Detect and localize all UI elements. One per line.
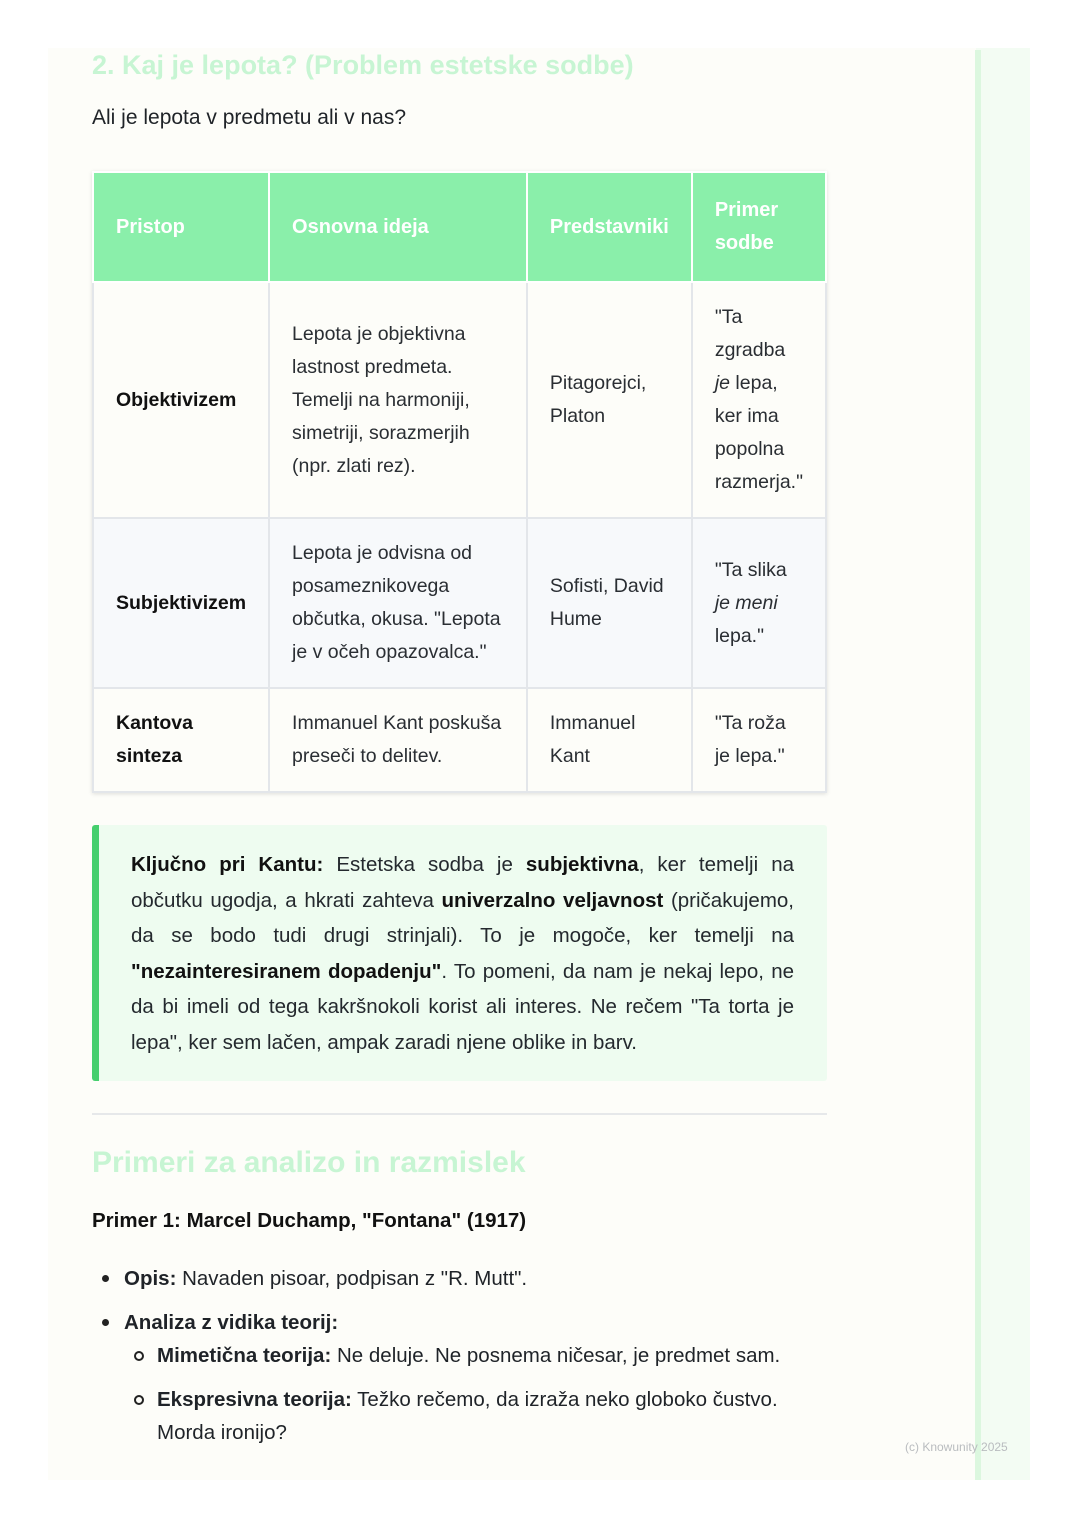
list-item: Analiza z vidika teorij: Mimetična teorija: Ne deluje. Ne posnema ničesar, je predmet sam. Ekspresivna teorija: Težko rečemo, da izraža neko globoko čustvo. Morda ironijo? [92, 1306, 832, 1449]
analysis-sublist [124, 1339, 832, 1449]
section-intro: Ali je lepota v predmetu ali v nas? [92, 106, 407, 129]
cell-approach: Subjektivizem [93, 518, 269, 688]
cell-example: "Ta zgradba je lepa, ker ima popolna razmerja." [692, 282, 826, 518]
divider [92, 1113, 827, 1115]
cell-example: "Ta slika je meni lepa." [692, 518, 826, 688]
table-row [93, 688, 826, 792]
cell-representatives: Immanuel Kant [527, 688, 692, 792]
cell-representatives: Sofisti, David Hume [527, 518, 692, 688]
comparison-table [92, 171, 827, 793]
cell-representatives: Pitagorejci, Platon [527, 282, 692, 518]
header-approach: Pristop [93, 172, 269, 282]
kant-callout: Ključno pri Kantu: Estetska sodba je subjektivna, ker temelji na občutku ugodja, a hkrati zahteva univerzalno veljavnost (pričakujemo, da se bodo tudi drugi strinjali). To je mogoče, ker temelji na "nezainteresiranem dopadenju". To pomeni, da nam je nekaj lepo, ne da bi imeli od tega kakršnokoli korist ali interes. Ne rečem "Ta torta je lepa", ker sem lačen, ampak zaradi njene oblike in barv. [92, 825, 827, 1081]
cell-example: "Ta roža je lepa." [692, 688, 826, 792]
copyright-footer: (c) Knowunity 2025 [905, 1440, 1008, 1454]
header-representatives: Predstavniki [527, 172, 692, 282]
header-idea: Osnovna ideja [269, 172, 527, 282]
cell-approach: Kantova sinteza [93, 688, 269, 792]
table-row [93, 518, 826, 688]
example-1-title: Primer 1: Marcel Duchamp, "Fontana" (1917) [92, 1209, 527, 1232]
table-header-row [93, 172, 826, 282]
example-1-list [92, 1262, 832, 1460]
cell-idea: Lepota je objektivna lastnost predmeta. Temelji na harmoniji, simetriji, sorazmerjih (npr. zlati rez). [269, 282, 527, 518]
list-item: Ekspresivna teorija: Težko rečemo, da izraža neko globoko čustvo. Morda ironijo? [124, 1383, 832, 1449]
header-example: Primer sodbe [692, 172, 826, 282]
side-panel [976, 48, 1030, 1480]
section-heading: 2. Kaj je lepota? (Problem estetske sodbe) [92, 50, 634, 80]
side-divider [975, 50, 981, 1480]
list-item: Mimetična teorija: Ne deluje. Ne posnema ničesar, je predmet sam. [124, 1339, 832, 1372]
cell-idea: Immanuel Kant poskuša preseči to delitev. [269, 688, 527, 792]
list-item: Opis: Navaden pisoar, podpisan z "R. Mutt". [92, 1262, 832, 1295]
cell-approach: Objektivizem [93, 282, 269, 518]
examples-heading: Primeri za analizo in razmislek [92, 1146, 526, 1179]
table-row [93, 282, 826, 518]
cell-idea: Lepota je odvisna od posameznikovega občutka, okusa. "Lepota je v očeh opazovalca." [269, 518, 527, 688]
